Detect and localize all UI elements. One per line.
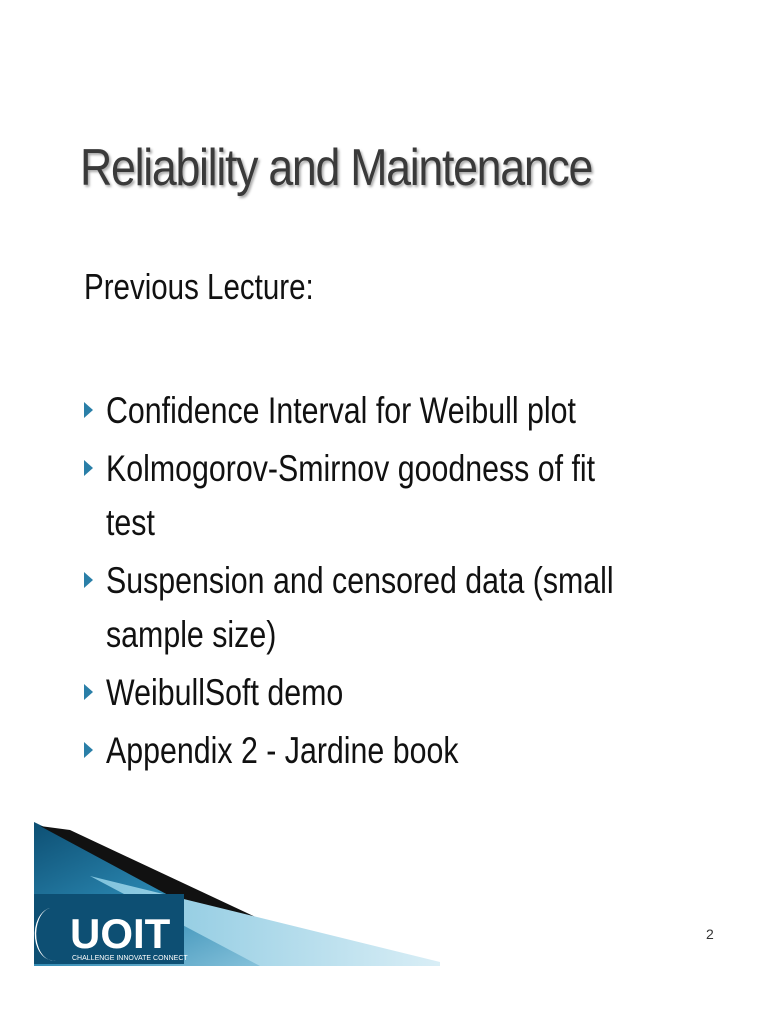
bullet-text: Kolmogorov-Smirnov goodness of fit test xyxy=(106,448,596,543)
bullet-text: WeibullSoft demo xyxy=(106,672,344,713)
bullet-arrow-icon xyxy=(84,460,93,476)
bullet-text: Suspension and censored data (small sample size) xyxy=(106,560,614,655)
bullet-arrow-icon xyxy=(84,402,93,418)
bullet-item xyxy=(84,442,724,550)
slide-subtitle: Previous Lecture: xyxy=(84,266,314,307)
logo-tagline: CHALLENGE INNOVATE CONNECT xyxy=(72,955,188,962)
bullet-item xyxy=(84,724,724,778)
bullet-text: Appendix 2 - Jardine book xyxy=(106,730,459,771)
uoit-logo-banner xyxy=(0,816,460,976)
bullet-arrow-icon xyxy=(84,572,93,588)
bullet-item xyxy=(84,384,724,438)
bullet-arrow-icon xyxy=(84,684,93,700)
slide-title: Reliability and Maintenance xyxy=(80,139,593,197)
logo-wordmark: UOIT xyxy=(70,910,171,957)
bullet-item xyxy=(84,554,724,662)
bullet-text: Confidence Interval for Weibull plot xyxy=(106,390,576,431)
bullet-item xyxy=(84,666,724,720)
bullet-arrow-icon xyxy=(84,742,93,758)
bullet-list xyxy=(84,384,724,778)
page-number: 2 xyxy=(706,926,714,942)
